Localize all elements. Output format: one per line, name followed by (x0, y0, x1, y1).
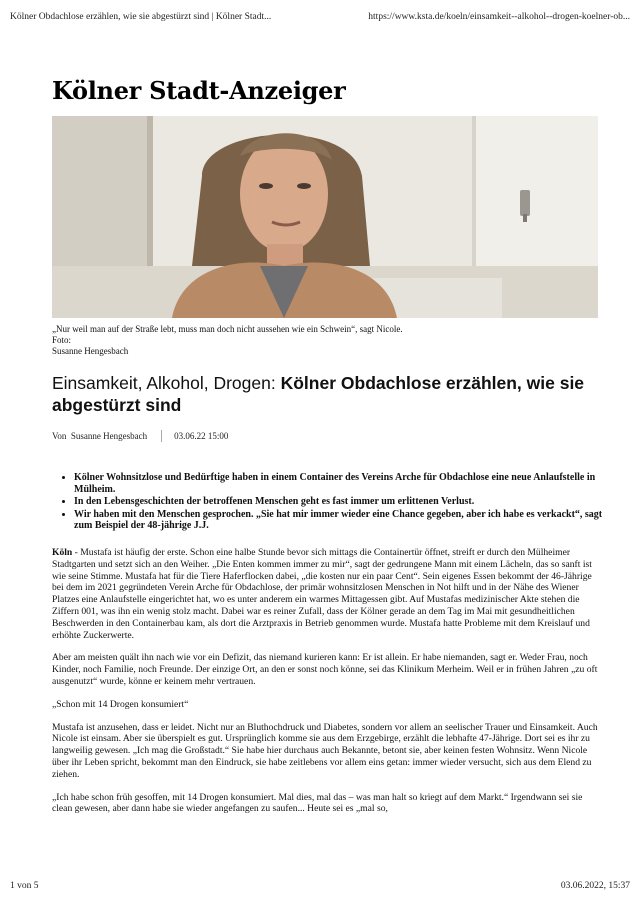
print-page-url: https://www.ksta.de/koeln/einsamkeit--alkohol--drogen-koelner-ob... (368, 12, 630, 22)
headline-kicker: Einsamkeit, Alkohol, Drogen: (52, 373, 276, 393)
teaser-item: • Wir haben mit den Menschen gesprochen. „Sie hat mir immer wieder eine Chance gegeben, aber ich habe es verkackt“, sagt zum Beispiel der 48-jährige J.J. (74, 509, 620, 532)
print-page-title: Kölner Obdachlose erzählen, wie sie abgestürzt sind | Kölner Stadt... (10, 12, 272, 22)
dateline-location: Köln (52, 547, 73, 558)
byline (52, 430, 228, 442)
print-header (10, 12, 630, 22)
teaser-item: • Kölner Wohnsitzlose und Bedürftige haben in einem Container des Vereins Arche für Obdachlose eine neue Anlaufstelle in Mülheim. (74, 472, 620, 495)
article-body (52, 547, 598, 826)
caption-text: „Nur weil man auf der Straße lebt, muss man doch nicht aussehen wie ein Schwein“, sagt Nicole. (52, 324, 403, 334)
paragraph-1 (52, 547, 598, 641)
paragraph-2: Aber am meisten quält ihn nach wie vor ein Defizit, das niemand kurieren kann: Er ist allein. Er habe niemanden, sagt er. Weder Frau, noch Kinder, noch Familie, noch Freunde. Der einzige Ort, an den er sonst noch könne, sei das Klinikum Merheim. Weil er in frühen Jahren „zu oft ausgenutzt“ wurde, könne er keinem mehr vertrauen. (52, 652, 598, 687)
photo-credit-label: Foto: (52, 335, 72, 345)
article-headline (52, 372, 598, 416)
paragraph-1-text: - Mustafa ist häufig der erste. Schon eine halbe Stunde bevor sich mittags die Containertür öffnet, streift er durch den Mülheimer Stadtgarten und setzt sich an den Weiher. „Die Enten kommen immer zu mir“, sagt der gedrungene Mann mit einem Lächeln, das so sanft ist wie seine Stimme. Mustafa hat für die Tiere Haferflocken dabei, „die kosten nur ein paar Cent“. Sein eigenes Essen bekommt der 46-Jährige bei dem im 2021 gegründeten Verein Arche für Obdachlose, der primär wohnsitzlosen Menschen in Not hilft und in der Nähe des Wiener Platzes eine Anlaufstelle eingerichtet hat, wo es unter anderem ein warmes Mittagessen gibt. Auf Mustafas medizinischer Akte stehen die Ziffern 001, was ihn ein wenig stolz macht. Dabei war es reiner Zufall, dass der Kölner gerade an dem Tag im Mai mit gesundheitlichen Beschwerden in den Containerbau kam, als dort die Arztpraxis in Betrieb genommen wurde. Mustafa hatte Probleme mit dem Kreislauf und erhöhte Zuckerwerte. (52, 547, 592, 641)
article-photo (52, 116, 598, 318)
byline-divider (161, 430, 162, 442)
photo-caption (52, 324, 598, 357)
headline-title: Kölner Obdachlose erzählen, wie sie abgestürzt sind (52, 373, 585, 415)
byline-prefix: Von (52, 431, 67, 441)
newspaper-logo[interactable]: Kölner Stadt-Anzeiger (52, 76, 346, 105)
byline-author[interactable]: Susanne Hengesbach (70, 431, 148, 441)
paragraph-3: Mustafa ist anzusehen, dass er leidet. Nicht nur an Bluthochdruck und Diabetes, sondern vor allem an seelischer Trauer und Einsamkeit. Auch Nicole ist einsam. Aber sie überspielt es gut. Ursprünglich komme sie aus dem Erzgebirge, erzählt die lebhafte 47-Jährige. Dort sei es ihr zu langweilig gewesen. „Ich mag die Großstadt.“ Sie habe hier durchaus auch Bekannte, betont sie, aber keinen festen Wohnsitz. Wenn Nicole über ihr Leben spricht, bekommt man den Eindruck, sie habe zeitlebens vor allem eins getan: immer wieder versucht, sich aus dem Elend zu ziehen. (52, 721, 598, 780)
print-datetime: 03.06.2022, 15:37 (560, 881, 630, 891)
byline-date: 03.06.22 15:00 (174, 431, 229, 441)
paragraph-4: „Ich habe schon früh gesoffen, mit 14 Drogen konsumiert. Mal dies, mal das – was man halt so kriegt auf dem Markt.“ Irgendwann sei sie clean gewesen, aber dann habe sie wieder angefangen zu saufen... Heute sei es „mal so, (52, 791, 583, 815)
section-subheading: „Schon mit 14 Drogen konsumiert“ (52, 698, 189, 710)
teaser-list (52, 472, 620, 533)
print-footer (10, 881, 630, 891)
woman-portrait-image (52, 116, 598, 318)
page-counter: 1 von 5 (10, 881, 39, 891)
teaser-item: • In den Lebensgeschichten der betroffenen Menschen geht es fast immer um erlittenen Verlust. (74, 496, 620, 508)
photo-credit-name: Susanne Hengesbach (52, 346, 129, 356)
